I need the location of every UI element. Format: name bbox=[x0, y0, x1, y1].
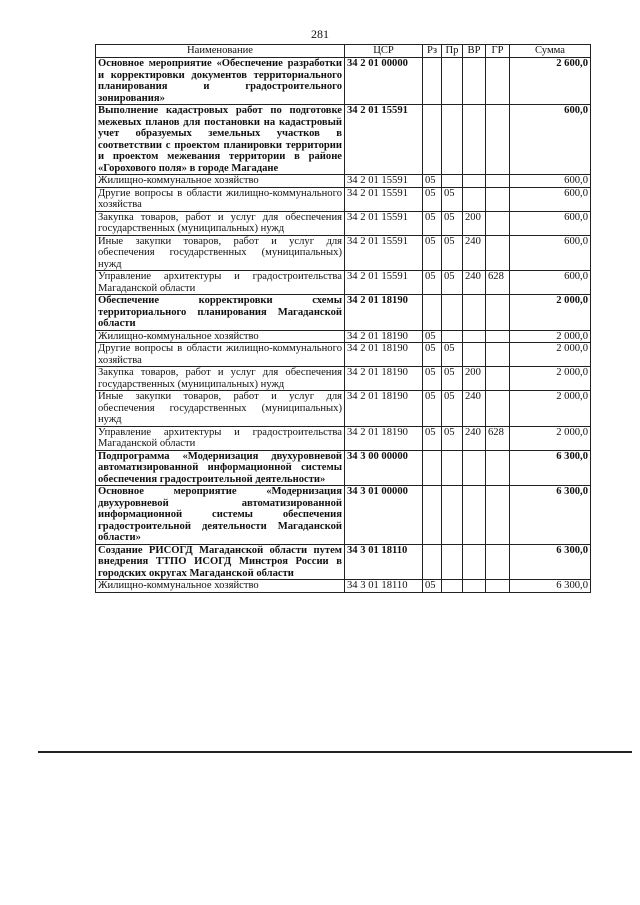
row-gr bbox=[486, 211, 510, 235]
table-row bbox=[96, 426, 591, 450]
row-gr: 628 bbox=[486, 426, 510, 450]
row-vr bbox=[463, 330, 486, 343]
row-csr: 34 2 01 15591 bbox=[345, 187, 423, 211]
row-csr: 34 2 01 18190 bbox=[345, 367, 423, 391]
row-sum: 6 300,0 bbox=[510, 544, 591, 580]
row-gr bbox=[486, 175, 510, 188]
table-row bbox=[96, 580, 591, 593]
row-gr bbox=[486, 580, 510, 593]
row-pr bbox=[442, 544, 463, 580]
row-gr bbox=[486, 295, 510, 331]
row-csr: 34 2 01 15591 bbox=[345, 235, 423, 271]
row-rz: 05 bbox=[423, 367, 442, 391]
row-name: Жилищно-коммунальное хозяйство bbox=[96, 330, 345, 343]
row-csr: 34 3 01 00000 bbox=[345, 486, 423, 545]
header-gr: ГР bbox=[486, 45, 510, 58]
row-name: Другие вопросы в области жилищно-коммунального хозяйства bbox=[96, 343, 345, 367]
row-rz: 05 bbox=[423, 580, 442, 593]
row-rz: 05 bbox=[423, 211, 442, 235]
row-name: Жилищно-коммунальное хозяйство bbox=[96, 175, 345, 188]
row-gr: 628 bbox=[486, 271, 510, 295]
row-rz: 05 bbox=[423, 271, 442, 295]
table-row bbox=[96, 486, 591, 545]
row-pr: 05 bbox=[442, 271, 463, 295]
row-csr: 34 2 01 18190 bbox=[345, 426, 423, 450]
header-pr: Пр bbox=[442, 45, 463, 58]
row-rz bbox=[423, 58, 442, 105]
header-name: Наименование bbox=[96, 45, 345, 58]
row-pr: 05 bbox=[442, 391, 463, 427]
row-name: Управление архитектуры и градостроительства Магаданской области bbox=[96, 426, 345, 450]
row-rz: 05 bbox=[423, 330, 442, 343]
table-row bbox=[96, 391, 591, 427]
row-pr: 05 bbox=[442, 367, 463, 391]
row-sum: 600,0 bbox=[510, 271, 591, 295]
row-name: Другие вопросы в области жилищно-коммунального хозяйства bbox=[96, 187, 345, 211]
budget-table bbox=[95, 44, 591, 593]
row-sum: 6 300,0 bbox=[510, 580, 591, 593]
row-sum: 2 000,0 bbox=[510, 343, 591, 367]
row-vr bbox=[463, 580, 486, 593]
row-csr: 34 2 01 15591 bbox=[345, 105, 423, 175]
row-name: Обеспечение корректировки схемы территориального планирования Магаданской области bbox=[96, 295, 345, 331]
row-csr: 34 2 01 18190 bbox=[345, 330, 423, 343]
row-name: Подпрограмма «Модернизация двухуровневой автоматизированной информационной системы обеспечения градостроительной деятельности» bbox=[96, 450, 345, 486]
table-row bbox=[96, 235, 591, 271]
row-vr bbox=[463, 105, 486, 175]
row-sum: 2 000,0 bbox=[510, 426, 591, 450]
row-gr bbox=[486, 391, 510, 427]
row-vr: 200 bbox=[463, 367, 486, 391]
row-sum: 2 000,0 bbox=[510, 330, 591, 343]
row-pr: 05 bbox=[442, 187, 463, 211]
row-pr bbox=[442, 58, 463, 105]
row-pr bbox=[442, 580, 463, 593]
row-vr bbox=[463, 544, 486, 580]
row-csr: 34 2 01 00000 bbox=[345, 58, 423, 105]
row-name: Жилищно-коммунальное хозяйство bbox=[96, 580, 345, 593]
table-row bbox=[96, 343, 591, 367]
row-vr: 240 bbox=[463, 391, 486, 427]
row-name: Основное мероприятие «Модернизация двухуровневой автоматизированной информационной системы обеспечения градостроительной деятельности Магаданской области» bbox=[96, 486, 345, 545]
header-rz: Рз bbox=[423, 45, 442, 58]
table-row bbox=[96, 295, 591, 331]
row-vr bbox=[463, 343, 486, 367]
row-gr bbox=[486, 187, 510, 211]
row-csr: 34 2 01 18190 bbox=[345, 295, 423, 331]
row-vr bbox=[463, 187, 486, 211]
row-sum: 600,0 bbox=[510, 187, 591, 211]
page-footer-rule bbox=[38, 751, 632, 753]
table-row bbox=[96, 105, 591, 175]
page-number: 281 bbox=[311, 27, 329, 41]
row-pr: 05 bbox=[442, 211, 463, 235]
row-rz: 05 bbox=[423, 187, 442, 211]
header-csr: ЦСР bbox=[345, 45, 423, 58]
row-gr bbox=[486, 58, 510, 105]
table-row bbox=[96, 187, 591, 211]
row-csr: 34 2 01 15591 bbox=[345, 211, 423, 235]
row-vr bbox=[463, 175, 486, 188]
row-name: Иные закупки товаров, работ и услуг для обеспечения государственных (муниципальных) нужд bbox=[96, 235, 345, 271]
row-pr bbox=[442, 105, 463, 175]
row-vr: 240 bbox=[463, 271, 486, 295]
row-rz bbox=[423, 105, 442, 175]
table-body bbox=[96, 58, 591, 593]
row-gr bbox=[486, 544, 510, 580]
row-name: Создание РИСОГД Магаданской области путем внедрения ТТПО ИСОГД Минстроя России в городских округах Магаданской области bbox=[96, 544, 345, 580]
row-rz: 05 bbox=[423, 426, 442, 450]
row-sum: 2 000,0 bbox=[510, 391, 591, 427]
row-pr bbox=[442, 175, 463, 188]
row-vr bbox=[463, 295, 486, 331]
row-csr: 34 2 01 18190 bbox=[345, 343, 423, 367]
row-name: Иные закупки товаров, работ и услуг для обеспечения государственных (муниципальных) нужд bbox=[96, 391, 345, 427]
table-row bbox=[96, 58, 591, 105]
row-gr bbox=[486, 486, 510, 545]
row-vr bbox=[463, 486, 486, 545]
row-gr bbox=[486, 330, 510, 343]
row-sum: 6 300,0 bbox=[510, 486, 591, 545]
table-row bbox=[96, 271, 591, 295]
table-row bbox=[96, 175, 591, 188]
row-gr bbox=[486, 235, 510, 271]
row-sum: 600,0 bbox=[510, 105, 591, 175]
header-sum: Сумма bbox=[510, 45, 591, 58]
row-rz: 05 bbox=[423, 391, 442, 427]
row-gr bbox=[486, 105, 510, 175]
row-csr: 34 3 00 00000 bbox=[345, 450, 423, 486]
row-csr: 34 2 01 15591 bbox=[345, 271, 423, 295]
row-gr bbox=[486, 343, 510, 367]
row-sum: 600,0 bbox=[510, 175, 591, 188]
row-csr: 34 2 01 15591 bbox=[345, 175, 423, 188]
row-sum: 2 000,0 bbox=[510, 367, 591, 391]
header-row bbox=[96, 45, 591, 58]
row-sum: 2 600,0 bbox=[510, 58, 591, 105]
row-sum: 600,0 bbox=[510, 211, 591, 235]
table-row bbox=[96, 367, 591, 391]
table-row bbox=[96, 450, 591, 486]
row-rz bbox=[423, 544, 442, 580]
table-row bbox=[96, 330, 591, 343]
row-pr: 05 bbox=[442, 343, 463, 367]
row-pr bbox=[442, 450, 463, 486]
row-name: Управление архитектуры и градостроительства Магаданской области bbox=[96, 271, 345, 295]
row-rz bbox=[423, 486, 442, 545]
row-name: Основное мероприятие «Обеспечение разработки и корректировки документов территориального планирования и градостроительного зонирования» bbox=[96, 58, 345, 105]
row-gr bbox=[486, 367, 510, 391]
row-rz bbox=[423, 450, 442, 486]
row-rz: 05 bbox=[423, 343, 442, 367]
table-row bbox=[96, 544, 591, 580]
row-csr: 34 2 01 18190 bbox=[345, 391, 423, 427]
row-rz: 05 bbox=[423, 175, 442, 188]
row-pr: 05 bbox=[442, 235, 463, 271]
row-sum: 600,0 bbox=[510, 235, 591, 271]
row-sum: 2 000,0 bbox=[510, 295, 591, 331]
row-vr bbox=[463, 58, 486, 105]
row-csr: 34 3 01 18110 bbox=[345, 580, 423, 593]
row-pr bbox=[442, 295, 463, 331]
row-vr: 200 bbox=[463, 211, 486, 235]
row-gr bbox=[486, 450, 510, 486]
row-sum: 6 300,0 bbox=[510, 450, 591, 486]
row-name: Закупка товаров, работ и услуг для обеспечения государственных (муниципальных) нужд bbox=[96, 211, 345, 235]
row-name: Закупка товаров, работ и услуг для обеспечения государственных (муниципальных) нужд bbox=[96, 367, 345, 391]
row-pr bbox=[442, 330, 463, 343]
row-vr: 240 bbox=[463, 235, 486, 271]
table-row bbox=[96, 211, 591, 235]
row-name: Выполнение кадастровых работ по подготовке межевых планов для постановки на кадастровый учет образуемых земельных участков в соответствии с проектом планировки территории и проектом межевания территории в районе «Горохового поля» в городе Магадане bbox=[96, 105, 345, 175]
row-vr: 240 bbox=[463, 426, 486, 450]
row-vr bbox=[463, 450, 486, 486]
row-rz: 05 bbox=[423, 235, 442, 271]
row-rz bbox=[423, 295, 442, 331]
row-pr: 05 bbox=[442, 426, 463, 450]
row-pr bbox=[442, 486, 463, 545]
header-vr: ВР bbox=[463, 45, 486, 58]
row-csr: 34 3 01 18110 bbox=[345, 544, 423, 580]
